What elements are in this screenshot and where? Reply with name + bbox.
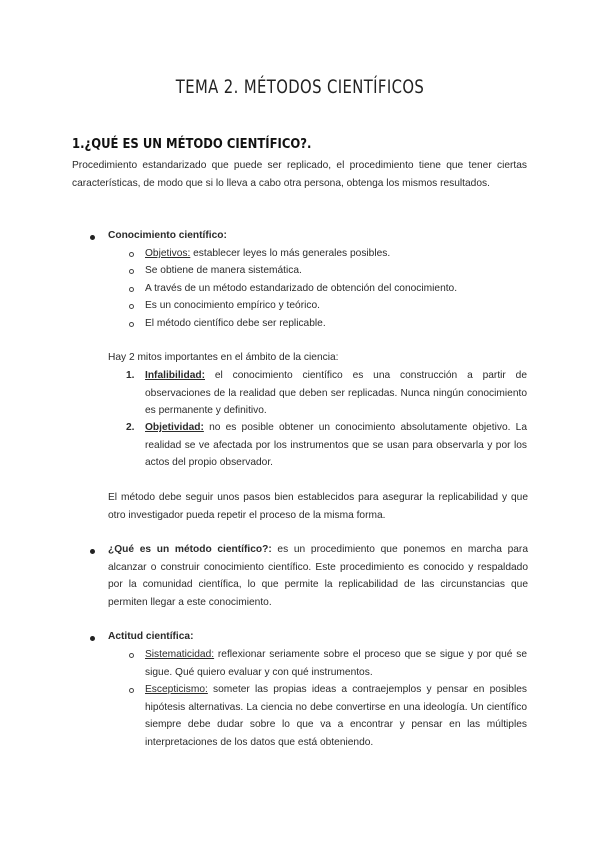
sub-bullet-circle xyxy=(129,269,134,274)
sub-bullet-circle xyxy=(129,287,134,292)
item-text: reflexionar seriamente sobre el proceso que se sigue y por qué se sigue. Qué quiero evaluar y con qué instrumentos. xyxy=(145,649,527,678)
list-item: A través de un método estandarizado de obtención del conocimiento. xyxy=(145,283,458,294)
myth-infalibilidad xyxy=(145,367,527,420)
myth-text: no es posible obtener un conocimiento absolutamente objetivo. La realidad se ve afectada por los instrumentos que se usan para observarla y por los actos del propio observador. xyxy=(145,422,527,469)
pasos-paragraph: El método debe seguir unos pasos bien establecidos para asegurar la replicabilidad y que otro investigador pueda repetir el proceso de la misma forma. xyxy=(108,492,528,521)
conocimiento-label: Conocimiento científico: xyxy=(108,230,227,241)
myth-objetividad xyxy=(145,419,527,472)
sub-bullet-circle xyxy=(129,322,134,327)
que-es-text: es un procedimiento que ponemos en marcha para alcanzar o construir conocimiento científico. Este procedimiento es conocido y respaldado por la comunidad científica, lo que permite la replicabilidad de las circunstancias que permiten llegar a este conocimiento. xyxy=(108,544,528,608)
bullet-dot xyxy=(90,549,95,554)
list-item: Se obtiene de manera sistemática. xyxy=(145,265,302,276)
sub-bullet-circle xyxy=(129,304,134,309)
actitud-label: Actitud científica: xyxy=(108,631,194,642)
sub-bullet-circle xyxy=(129,653,134,658)
sub-bullet-circle xyxy=(129,252,134,257)
list-number: 1. xyxy=(126,370,135,381)
myth-text: el conocimiento científico es una construcción a partir de observaciones de la realidad que deben ser replicadas. Nunca ningún conocimiento es permanente y definitivo. xyxy=(145,370,527,417)
section-heading: 1.¿QUÉ ES UN MÉTODO CIENTÍFICO?. xyxy=(72,136,312,152)
term-objetividad: Objetividad: xyxy=(145,422,204,433)
list-item: El método científico debe ser replicable. xyxy=(145,318,326,329)
que-es-paragraph xyxy=(108,541,528,611)
item-text: establecer leyes lo más generales posibles. xyxy=(190,248,391,259)
term-escepticismo: Escepticismo: xyxy=(145,684,208,695)
term-sistematicidad: Sistematicidad: xyxy=(145,649,215,660)
bullet-dot xyxy=(90,235,95,240)
item-text: someter las propias ideas a contraejemplos y pensar en posibles hipótesis alternativas. La ciencia no debe convertirse en una ideología. Un científico siempre debe dudar sobre lo que va a encontrar y pensar en las múltiples interpretaciones de los datos que está obteniendo. xyxy=(145,684,527,748)
term-objetivos: Objetivos: xyxy=(145,248,191,259)
que-es-label: ¿Qué es un método científico?: xyxy=(108,544,272,555)
page-title: TEMA 2. MÉTODOS CIENTÍFICOS xyxy=(175,76,425,98)
list-item: Es un conocimiento empírico y teórico. xyxy=(145,300,320,311)
mitos-intro: Hay 2 mitos importantes en el ámbito de la ciencia: xyxy=(108,352,339,363)
actitud-item-escepticismo xyxy=(145,681,527,751)
sub-bullet-circle xyxy=(129,688,134,693)
actitud-item-sistematicidad xyxy=(145,646,527,681)
list-item xyxy=(145,245,390,263)
term-infalibilidad: Infalibilidad: xyxy=(145,370,205,381)
bullet-dot xyxy=(90,636,95,641)
intro-paragraph: Procedimiento estandarizado que puede ser replicado, el procedimiento tiene que tener ciertas características, de modo que si lo lleva a cabo otra persona, obtenga los mismos resultados. xyxy=(72,160,527,189)
list-number: 2. xyxy=(126,422,135,433)
